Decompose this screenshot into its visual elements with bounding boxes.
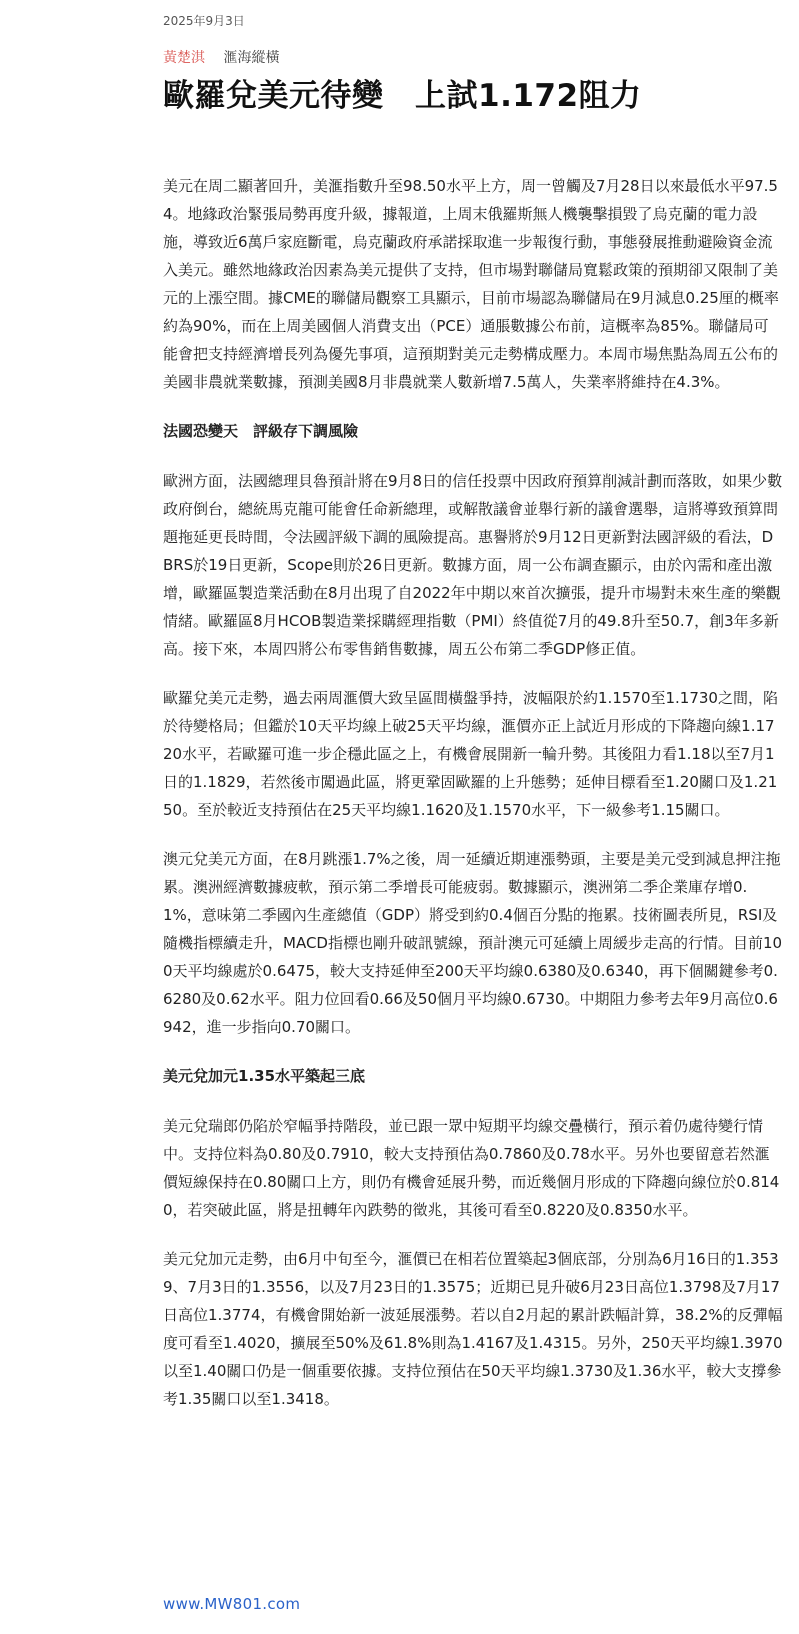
article-date: 2025年9月3日 <box>163 14 245 28</box>
section-subhead: 法國恐變天 評級存下調風險 <box>163 422 359 440</box>
headline: 歐羅兌美元待變 上試1.172阻力 <box>163 78 642 114</box>
byline <box>163 47 279 67</box>
paragraph: 歐羅兌美元走勢，過去兩周滙價大致呈區間橫盤爭持，波幅限於約1.1570至1.1730之間，陷於待變格局；但鑑於10天平均線上破25天平均線，滙價亦正上試近月形成的下降趨向線1.1720水平，若歐羅可進一步企穩此區之上，有機會展開新一輪升勢。其後阻力看1.18以至7月1日的1.1829，若然後市闖過此區，將更鞏固歐羅的上升態勢；延伸目標看至1.20關口及1.2150。至於較近支持預估在25天平均線1.1620及1.1570水平，下一級參考1.15關口。 <box>163 689 778 819</box>
paragraph: 美元在周二顯著回升，美滙指數升至98.50水平上方，周一曾觸及7月28日以來最低水平97.54。地緣政治緊張局勢再度升級，據報道，上周末俄羅斯無人機襲擊損毀了烏克蘭的電力設施，導致近6萬戶家庭斷電，烏克蘭政府承諾採取進一步報復行動，事態發展推動避險資金流入美元。雖然地緣政治因素為美元提供了支持，但市場對聯儲局寬鬆政策的預期卻又限制了美元的上漲空間。據CME的聯儲局觀察工具顯示，目前市場認為聯儲局在9月減息0.25厘的概率約為90%，而在上周美國個人消費支出（PCE）通脹數據公布前，這概率為85%。聯儲局可能會把支持經濟增長列為優先事項，這預期對美元走勢構成壓力。本周市場焦點為周五公布的美國非農就業數據，預測美國8月非農就業人數新增7.5萬人，失業率將維持在4.3%。 <box>163 177 779 391</box>
column-name: 滙海縱橫 <box>223 50 280 66</box>
website-link[interactable]: www.MW801.com <box>163 1595 301 1613</box>
author-name[interactable]: 黃楚淇 <box>163 50 205 66</box>
section-subhead: 美元兌加元1.35水平築起三底 <box>163 1067 366 1085</box>
paragraph: 澳元兌美元方面，在8月跳漲1.7%之後，周一延續近期連漲勢頭，主要是美元受到減息押注拖累。澳洲經濟數據疲軟，預示第二季增長可能疲弱。數據顯示，澳洲第二季企業庫存增0.1%，意味第二季國內生產總值（GDP）將受到約0.4個百分點的拖累。技術圖表所見，RSI及隨機指標續走升，MACD指標也剛升破訊號線，預計澳元可延續上周緩步走高的行情。目前100天平均線處於0.6475，較大支持延伸至200天平均線0.6380及0.6340，再下個關鍵參考0.6280及0.62水平。阻力位回看0.66及50個月平均線0.6730。中期阻力參考去年9月高位0.6942，進一步指向0.70關口。 <box>163 850 783 1036</box>
paragraph: 美元兌加元走勢，由6月中旬至今，滙價已在相若位置築起3個底部，分別為6月16日的1.3539、7月3日的1.3556，以及7月23日的1.3575；近期已見升破6月23日高位1.3798及7月17日高位1.3774，有機會開始新一波延展漲勢。若以自2月起的累計跌幅計算，38.2%的反彈幅度可看至1.4020，擴展至50%及61.8%則為1.4167及1.4315。另外，250天平均線1.3970以至1.40關口仍是一個重要依據。支持位預估在50天平均線1.3730及1.36水平，較大支撐參考1.35關口以至1.3418。 <box>163 1250 783 1408</box>
article-body <box>163 172 783 1413</box>
paragraph: 美元兌瑞郎仍陷於窄幅爭持階段，並已跟一眾中短期平均線交疊橫行，預示着仍處待變行情中。支持位料為0.80及0.7910，較大支持預估為0.7860及0.78水平。另外也要留意若然滙價短線保持在0.80關口上方，則仍有機會延展升勢，而近幾個月形成的下降趨向線位於0.8140，若突破此區，將是扭轉年內跌勢的徵兆，其後可看至0.8220及0.8350水平。 <box>163 1117 780 1219</box>
paragraph: 歐洲方面，法國總理貝魯預計將在9月8日的信任投票中因政府預算削減計劃而落敗，如果少數政府倒台，總統馬克龍可能會任命新總理，或解散議會並舉行新的議會選舉，這將導致預算問題拖延更長時間，令法國評級下調的風險提高。惠譽將於9月12日更新對法國評級的看法，DBRS於19日更新，Scope則於26日更新。數據方面，周一公布調查顯示，由於內需和產出激增，歐羅區製造業活動在8月出現了自2022年中期以來首次擴張，提升市場對未來生產的樂觀情緒。歐羅區8月HCOB製造業採購經理指數（PMI）終值從7月的49.8升至50.7，創3年多新高。接下來，本周四將公布零售銷售數據，周五公布第二季GDP修正值。 <box>163 472 783 658</box>
